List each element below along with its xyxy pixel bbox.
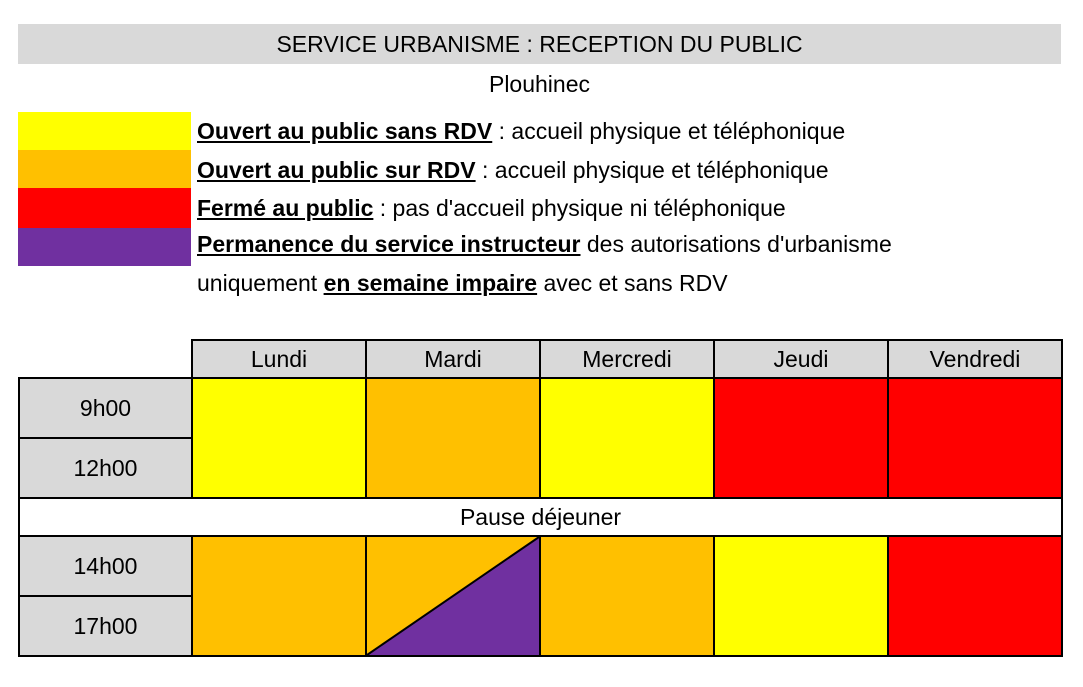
- legend-item-label: Ouvert au public sur RDV: [197, 157, 476, 183]
- legend-item-instructor-service: [197, 229, 892, 259]
- slot-vendredi-afternoon: [888, 536, 1062, 656]
- day-header-lundi: Lundi: [192, 340, 366, 378]
- day-header-mercredi: Mercredi: [540, 340, 714, 378]
- time-label-14h00: 14h00: [19, 536, 192, 596]
- legend-swatch-orange: [18, 150, 191, 188]
- legend-item-label: Permanence du service instructeur: [197, 231, 581, 257]
- slot-mercredi-afternoon: [540, 536, 714, 656]
- day-header-vendredi: Vendredi: [888, 340, 1062, 378]
- legend-item-open-no-appointment: [197, 116, 845, 146]
- legend-item-closed: [197, 193, 786, 223]
- slot-mercredi-morning: [540, 378, 714, 498]
- legend-item-instructor-service-cont: [197, 268, 728, 298]
- legend-item-label: Fermé au public: [197, 195, 374, 221]
- legend-item-text: : accueil physique et téléphonique: [492, 118, 846, 144]
- slot-vendredi-morning: [888, 378, 1062, 498]
- slot-jeudi-morning: [714, 378, 888, 498]
- day-header-jeudi: Jeudi: [714, 340, 888, 378]
- split-slot-graphic: [367, 537, 539, 655]
- legend-item-prefix: uniquement: [197, 270, 324, 296]
- legend-item-text: des autorisations d'urbanisme: [580, 231, 892, 257]
- slot-lundi-morning: [192, 378, 366, 498]
- legend-swatch-purple: [18, 228, 191, 266]
- slot-lundi-afternoon: [192, 536, 366, 656]
- legend-item-text: : accueil physique et téléphonique: [475, 157, 829, 183]
- legend-item-text: : pas d'accueil physique ni téléphonique: [373, 195, 786, 221]
- legend-item-label: Ouvert au public sans RDV: [197, 118, 493, 144]
- page-title: SERVICE URBANISME : RECEPTION DU PUBLIC: [18, 24, 1061, 64]
- slot-mardi-morning: [366, 378, 540, 498]
- time-label-17h00: 17h00: [19, 596, 192, 656]
- slot-mardi-afternoon: [366, 536, 540, 656]
- lunch-break-row: Pause déjeuner: [19, 498, 1062, 536]
- legend-item-text: avec et sans RDV: [537, 270, 728, 296]
- legend-swatch-red: [18, 188, 191, 228]
- time-label-9h00: 9h00: [19, 378, 192, 438]
- legend-item-label: en semaine impaire: [323, 270, 538, 296]
- time-label-12h00: 12h00: [19, 438, 192, 498]
- corner-cell: [19, 340, 192, 378]
- legend-item-open-appointment: [197, 155, 829, 185]
- legend-swatch-yellow: [18, 112, 191, 150]
- schedule-table: [18, 339, 1063, 657]
- day-header-mardi: Mardi: [366, 340, 540, 378]
- page-subtitle: Plouhinec: [488, 71, 591, 97]
- slot-jeudi-afternoon: [714, 536, 888, 656]
